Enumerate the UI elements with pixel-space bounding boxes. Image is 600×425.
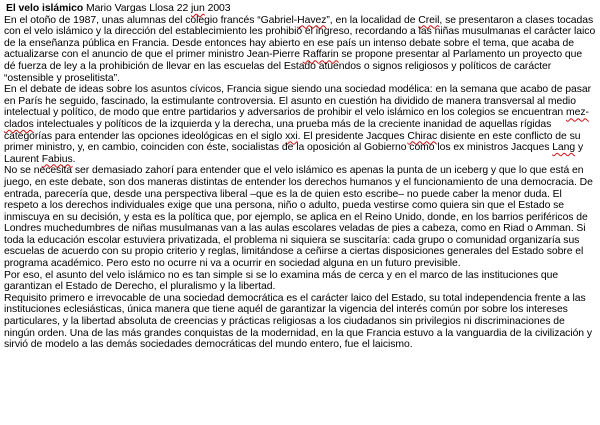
- text-segment: No se necesita ser demasiado zahorí para entender que el velo islámico es apenas la punta de un iceberg y que lo que está en juego, en este debate, son dos maneras distintas de entender los derechos humanos y el funcionamiento de una democracia. De entrada, parecería que, desde una perspectiva liberal –que es la de quien esto escribe– no puede caber la menor duda. El respeto a los derechos individuales exige que una persona, niño o adulto, pueda vestirse como quiera sin que el Estado se inmiscuya en su decisión, y esta es la política que, por ejemplo, se aplica en el Reino Unido, donde, en los barrios periféricos de Londres muchedumbres de niñas musulmanas van a las aulas escolares veladas de pies a cabeza, como en Riad o Amman. Si toda la educación escolar estuviera privatizada, el problema ni siquiera se suscitaría: cada grupo o comunidad organizaría sus escuelas de acuerdo con su propio criterio y reglas, limitándose a ceñirse a ciertas disposiciones generales del Estado sobre el programa académico. Pero esto no ocurre ni va a ocurrir en sociedad alguna en un futuro previsible.: [4, 165, 593, 270]
- article-title: El velo islámico: [6, 3, 84, 14]
- text-segment: , se presentaron a clases tocadas con el velo islámico y la dirección del establecimiento les prohibió el ingreso, recordando a las niñas musulmanas el carácter laico de la enseñanza pública en Francia. Desde entonces hay abierto en ese país un intenso debate sobre el tema, que acaba de actualizarse con el anuncio de que el primer ministro Jean-Pierre: [4, 14, 596, 61]
- text-segment: y Laurent: [4, 142, 584, 165]
- text-segment: ”, en la localidad de: [326, 14, 419, 26]
- article-date-month: jun: [191, 3, 205, 14]
- article-date-year: 2003: [207, 3, 231, 14]
- text-segment: intelectuales y políticos de la izquierda y la derecha, una prueba más de la creciente inanidad de aquellas rígidas categorías para entender las opciones ideológicas en el siglo: [4, 118, 552, 142]
- title-line: [6, 3, 596, 15]
- paragraph-p2: [4, 84, 596, 165]
- spellcheck-word: Fabius: [41, 153, 73, 165]
- spellcheck-word: xxi: [285, 130, 298, 142]
- text-segment: Por eso, el asunto del velo islámico no es tan simple si se lo examina más de cerca y en el marco de las instituciones que garantizan el Estado de Derecho, el pluralismo y la libertad.: [4, 269, 559, 293]
- spellcheck-word: Chirac: [407, 130, 438, 142]
- spellcheck-word: Raffarin: [302, 49, 339, 61]
- article-body: [4, 15, 596, 351]
- spellcheck-word: Creil: [418, 14, 440, 26]
- text-segment: Requisito primero e irrevocable de una sociedad democrática es el carácter laico del Estado, su total independencia frente a las instituciones eclesiásticas, única manera que tiene aquél de garantizar la vigencia del interés común por sobre los intereses particulares, y la libertad absoluta de creencias y prácticas religiosas a los ciudadanos sin privilegios ni discriminaciones de ningún orden. Una de las más grandes conquistas de la modernidad, en la que Francia estuvo a la vanguardia de la civilización y sirvió de modelo a las demás sociedades democráticas del mundo entero, fue el laicismo.: [4, 292, 593, 351]
- text-segment: . El presidente Jacques: [297, 130, 408, 142]
- spellcheck-word: mez-clados: [4, 107, 589, 130]
- text-segment: En el debate de ideas sobre los asuntos cívicos, Francia sigue siendo una sociedad modélica: en la semana que acabo de pasar en París he seguido, fascinado, la estimulante controversia. El asunto en cuestión ha dividido de manera transversal al medio intelectual y político, de modo que entre partidarios y adversarios de prohibir el velo islámico en los colegios se encuentran: [4, 84, 592, 119]
- text-segment: disiente en este conflicto de su primer ministro, y, en cambio, coinciden con éste, socialistas de la oposición al Gobierno como los ex ministros Jacques: [4, 130, 581, 154]
- paragraph-p3: [4, 165, 596, 269]
- spellcheck-word: Havez: [297, 14, 327, 26]
- spellcheck-word: Lang: [552, 142, 576, 154]
- paragraph-p5: [4, 293, 596, 351]
- text-segment: .: [72, 153, 76, 165]
- article-date-day: 22: [176, 3, 189, 14]
- paragraph-p1: [4, 15, 596, 85]
- article-author: Mario Vargas Llosa: [86, 3, 174, 14]
- text-segment: En el otoño de 1987, unas alumnas del colegio francés “Gabriel-: [4, 14, 298, 26]
- text-segment: se propone presentar al Parlamento un proyecto que dé fuerza de ley a la prohibición de llevar en las escuelas del Estado atuendos o signos religiosos y políticos de carácter “ostensible y proselitista”.: [4, 49, 583, 84]
- paragraph-p4: [4, 270, 596, 293]
